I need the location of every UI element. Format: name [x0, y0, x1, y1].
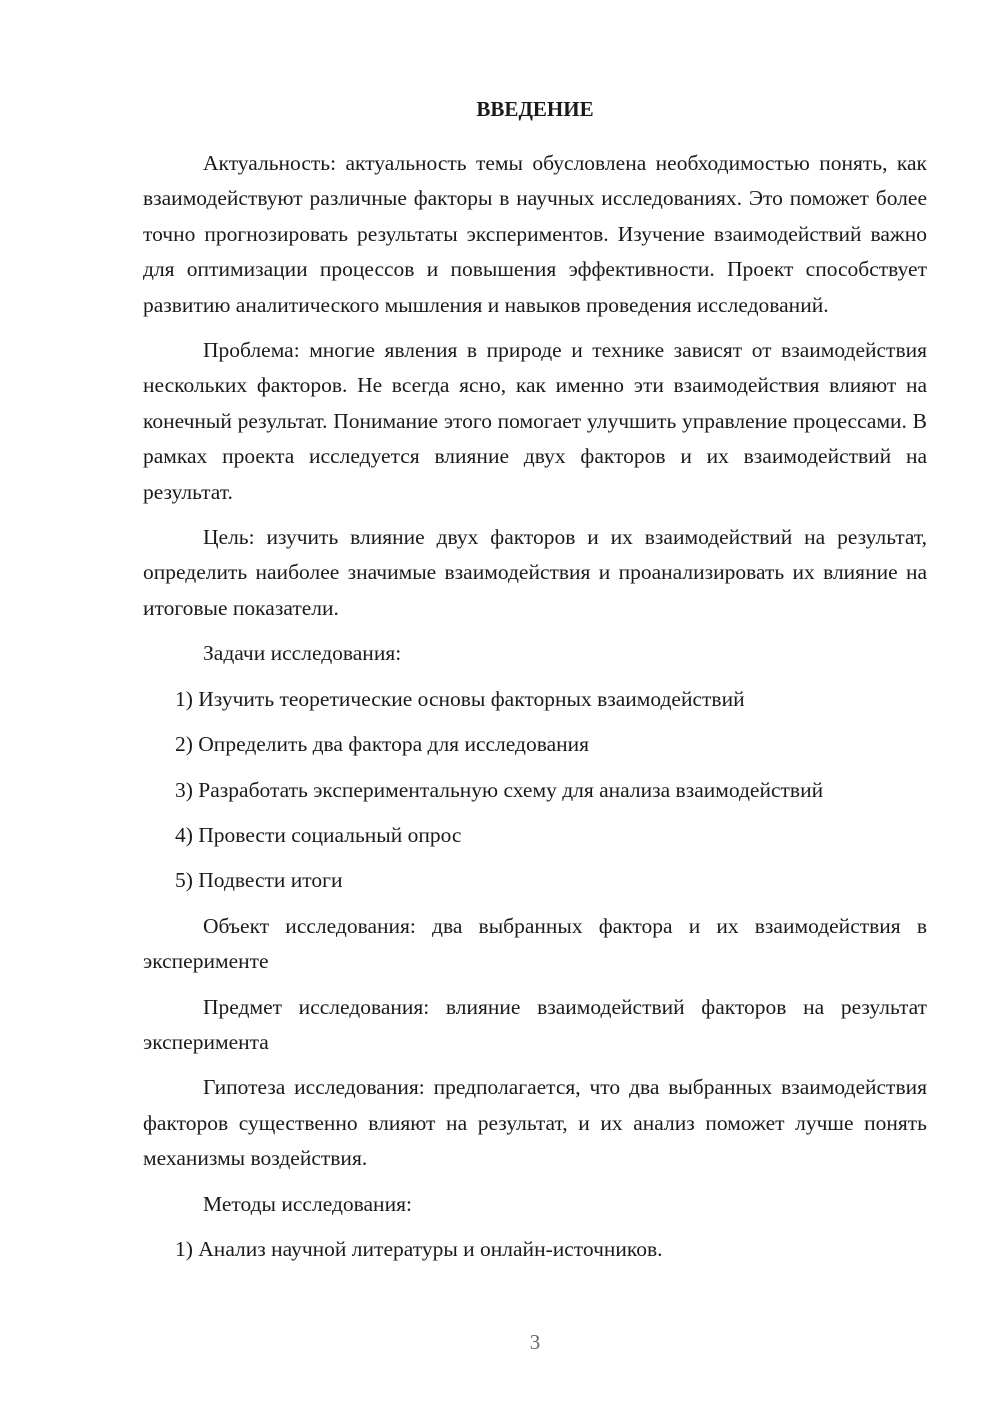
subject-paragraph: Предмет исследования: влияние взаимодействий факторов на результат эксперимента [143, 994, 927, 1054]
task-item: 1) Изучить теоретические основы факторных взаимодействий [175, 686, 745, 711]
method-item: 1) Анализ научной литературы и онлайн-источников. [175, 1236, 663, 1261]
page-number: 3 [529, 1330, 541, 1354]
tasks-heading: Задачи исследования: [203, 641, 402, 666]
page-content [143, 92, 927, 1277]
problem-paragraph: Проблема: многие явления в природе и технике зависят от взаимодействия нескольких факторов. Не всегда ясно, как именно эти взаимодействия влияют на конечный результат. Понимание этого помогает улучшить управление процессами. В рамках проекта исследуется влияние двух факторов и их взаимодействий на результат. [143, 338, 927, 504]
hypothesis-paragraph: Гипотеза исследования: предполагается, что два выбранных взаимодействия факторов существенно влияют на результат, и их анализ поможет лучше понять механизмы воздействия. [143, 1075, 927, 1171]
task-item: 2) Определить два фактора для исследования [175, 732, 590, 757]
task-item: 5) Подвести итоги [175, 868, 343, 893]
relevance-paragraph: Актуальность: актуальность темы обусловлена необходимостью понять, как взаимодействуют различные факторы в научных исследованиях. Это поможет более точно прогнозировать результаты экспериментов. Изучение взаимодействий важно для оптимизации процессов и повышения эффективности. Проект способствует развитию аналитического мышления и навыков проведения исследований. [143, 151, 927, 317]
object-paragraph: Объект исследования: два выбранных фактора и их взаимодействия в эксперименте [143, 913, 927, 974]
task-item: 4) Провести социальный опрос [175, 822, 462, 847]
goal-paragraph: Цель: изучить влияние двух факторов и их взаимодействий на результат, определить наиболее значимые взаимодействия и проанализировать их влияние на итоговые показатели. [143, 525, 927, 620]
page-title: ВВЕДЕНИЕ [476, 97, 594, 121]
task-item: 3) Разработать экспериментальную схему для анализа взаимодействий [175, 777, 824, 802]
methods-heading: Методы исследования: [203, 1191, 412, 1216]
